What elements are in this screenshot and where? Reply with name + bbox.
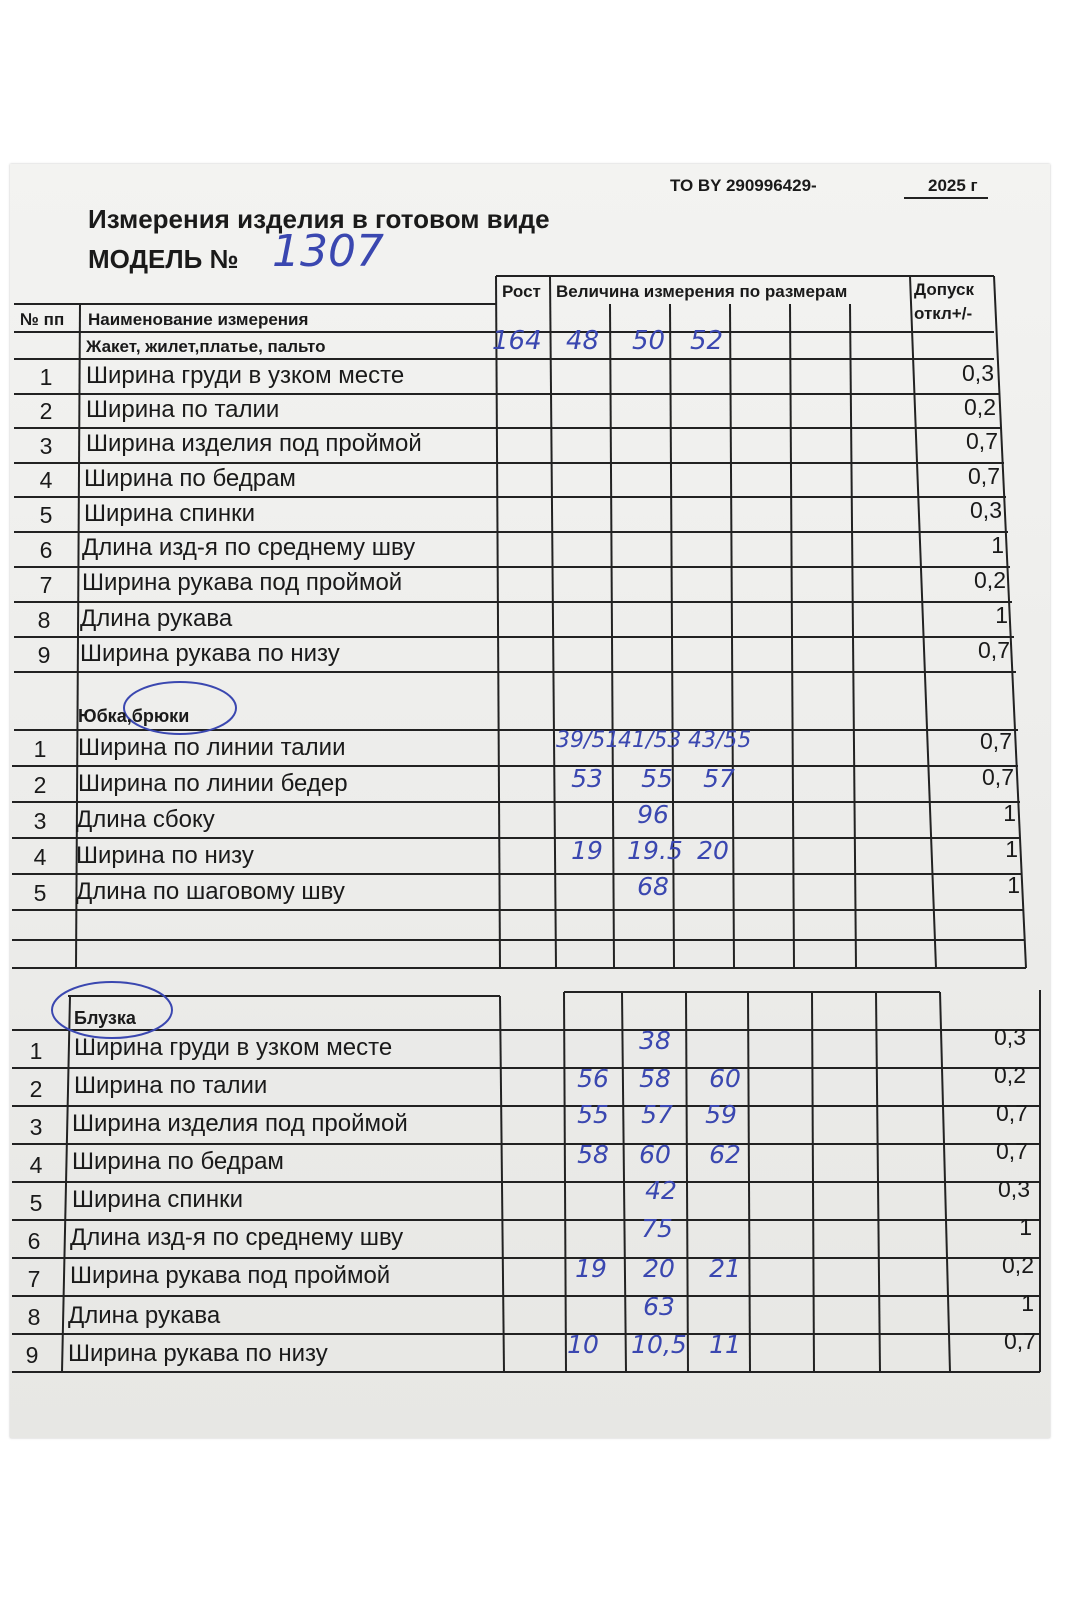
row-label: Длина по шаговому шву: [76, 878, 345, 905]
row-tolerance: 0,7: [996, 1138, 1028, 1164]
col-name-header: Наименование измерения: [88, 310, 309, 329]
row-label: Ширина рукава под проймой: [82, 569, 403, 596]
row-number: 1: [29, 1038, 43, 1064]
row-tolerance: 0,7: [968, 463, 1000, 489]
cell-value: 10,5: [631, 1330, 687, 1359]
doc-code: ТО BY 290996429-: [670, 176, 817, 195]
cell-value: 62: [709, 1140, 741, 1169]
row-number: 3: [33, 808, 47, 834]
year: 2025 г: [928, 176, 978, 195]
row-tolerance: 0,7: [996, 1100, 1028, 1126]
cell-value: 55: [641, 764, 673, 793]
row-label: Ширина рукава по низу: [80, 640, 340, 667]
row-tolerance: 0,3: [994, 1024, 1026, 1050]
row-label: Ширина спинки: [84, 500, 255, 527]
row-label: Ширина по талии: [86, 396, 280, 423]
cell-value: 68: [637, 872, 669, 901]
size-50: 50: [632, 326, 666, 356]
cell-value: 19: [571, 836, 603, 865]
row-tolerance: 0,2: [974, 567, 1006, 593]
row-tolerance: 0,2: [994, 1062, 1026, 1088]
cell-value: 57: [703, 764, 735, 793]
col-tolerance-header: Допуск: [914, 280, 974, 299]
row-tolerance: 0,7: [980, 728, 1012, 754]
row-tolerance: 0,2: [964, 394, 996, 420]
cell-value: 10: [567, 1330, 599, 1359]
cell-value: 11: [709, 1330, 741, 1359]
cell-value: 60: [639, 1140, 671, 1169]
row-label: Длина рукава: [80, 605, 233, 632]
row-tolerance: 0,7: [966, 428, 998, 454]
row-label: Ширина по низу: [76, 842, 254, 869]
row-tolerance: 0,7: [978, 637, 1010, 663]
section1-title: Жакет, жилет,платье, пальто: [86, 337, 326, 356]
section2-title: Юбка,брюки: [78, 706, 190, 726]
cell-value: 20: [697, 836, 729, 865]
row-tolerance: 0,3: [998, 1176, 1030, 1202]
row-tolerance: 1: [1021, 1290, 1034, 1316]
row-number: 2: [39, 398, 53, 424]
cell-value: 96: [637, 800, 669, 829]
cell-value: 57: [641, 1100, 673, 1129]
row-label: Ширина по бедрам: [72, 1148, 284, 1175]
model-label: МОДЕЛЬ №: [88, 244, 239, 274]
cell-value: 58: [639, 1064, 671, 1093]
row-number: 5: [33, 880, 47, 906]
cell-value: 59: [705, 1100, 737, 1129]
section3-title: Блузка: [74, 1008, 136, 1028]
row-label: Ширина спинки: [72, 1186, 243, 1213]
row-label: Ширина рукава по низу: [68, 1340, 328, 1367]
cell-value: 42: [645, 1176, 677, 1205]
row-number: 8: [37, 607, 51, 633]
row-number: 6: [27, 1228, 41, 1254]
row-tolerance: 1: [1005, 836, 1018, 862]
col-height-header: Рост: [502, 282, 541, 301]
row-label: Длина изд-я по среднему шву: [70, 1224, 404, 1251]
row-number: 1: [39, 364, 53, 390]
row-number: 4: [39, 467, 53, 493]
row-tolerance: 1: [1007, 872, 1020, 898]
cell-value: 39/51: [556, 728, 620, 753]
row-number: 7: [27, 1266, 41, 1292]
row-label: Ширина груди в узком месте: [86, 362, 405, 389]
height-value: 164: [492, 326, 542, 356]
row-tolerance: 0,3: [970, 497, 1002, 523]
row-number: 3: [29, 1114, 43, 1140]
row-tolerance: 0,3: [962, 360, 994, 386]
row-number: 9: [25, 1342, 39, 1368]
row-label: Длина сбоку: [76, 806, 215, 833]
cell-value: 63: [643, 1292, 675, 1321]
row-label: Ширина по линии бедер: [78, 770, 348, 797]
row-tolerance: 1: [995, 602, 1008, 628]
row-label: Длина рукава: [68, 1302, 221, 1329]
row-number: 2: [29, 1076, 43, 1102]
row-number: 4: [29, 1152, 43, 1178]
cell-value: 55: [577, 1100, 609, 1129]
row-label: Ширина изделия под проймой: [72, 1110, 408, 1137]
cell-value: 75: [641, 1214, 673, 1243]
cell-value: 56: [577, 1064, 609, 1093]
cell-value: 43/55: [688, 728, 752, 753]
row-label: Ширина изделия под проймой: [86, 430, 422, 457]
row-label: Ширина по талии: [74, 1072, 268, 1099]
cell-value: 41/53: [618, 728, 682, 753]
row-tolerance: 0,2: [1002, 1252, 1034, 1278]
row-number: 2: [33, 772, 47, 798]
row-tolerance: 0,7: [982, 764, 1014, 790]
cell-value: 19.5: [627, 836, 683, 865]
row-number: 7: [39, 572, 53, 598]
row-label: Длина изд-я по среднему шву: [82, 534, 416, 561]
size-52: 52: [690, 326, 724, 356]
cell-value: 53: [571, 764, 603, 793]
row-label: Ширина по линии талии: [78, 734, 346, 761]
row-number: 6: [39, 537, 53, 563]
row-tolerance: 1: [991, 532, 1004, 558]
cell-value: 38: [639, 1026, 671, 1055]
cell-value: 19: [575, 1254, 607, 1283]
col-tolerance-header-2: откл+/-: [914, 304, 973, 323]
row-number: 5: [39, 502, 53, 528]
row-tolerance: 1: [1003, 800, 1016, 826]
model-number: 1307: [272, 226, 384, 277]
cell-value: 20: [643, 1254, 675, 1283]
page-title: Измерения изделия в готовом виде: [88, 204, 550, 234]
cell-value: 58: [577, 1140, 609, 1169]
row-number: 5: [29, 1190, 43, 1216]
row-label: Ширина по бедрам: [84, 465, 296, 492]
cell-value: 60: [709, 1064, 741, 1093]
col-sizes-header: Величина измерения по размерам: [556, 282, 848, 301]
size-48: 48: [566, 326, 600, 356]
row-tolerance: 1: [1019, 1214, 1032, 1240]
row-number: 9: [37, 642, 51, 668]
row-number: 1: [33, 736, 47, 762]
cell-value: 21: [709, 1254, 741, 1283]
row-label: Ширина груди в узком месте: [74, 1034, 393, 1061]
row-label: Ширина рукава под проймой: [70, 1262, 391, 1289]
row-tolerance: 0,7: [1004, 1328, 1036, 1354]
row-number: 4: [33, 844, 47, 870]
col-num-header: № пп: [20, 310, 65, 329]
row-number: 3: [39, 433, 53, 459]
row-number: 8: [27, 1304, 41, 1330]
